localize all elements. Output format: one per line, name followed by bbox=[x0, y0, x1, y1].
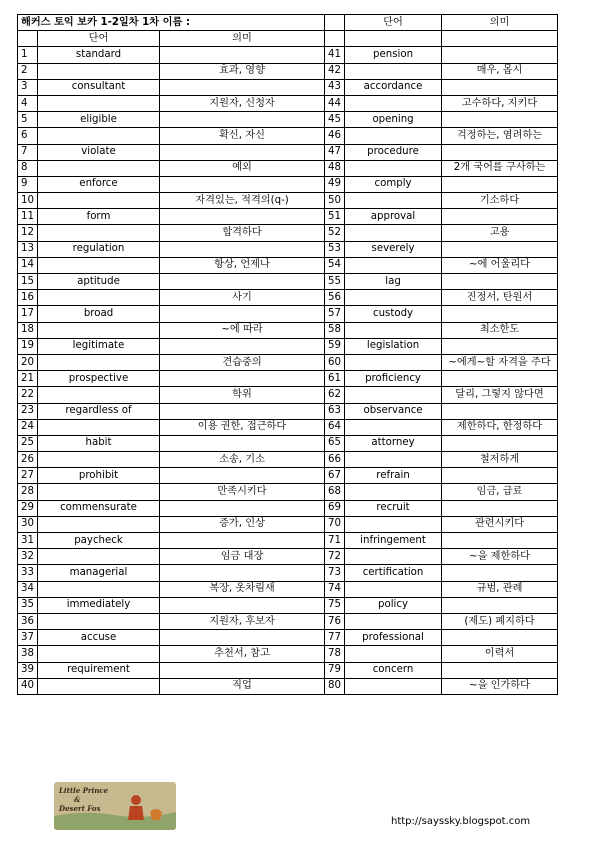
left-meaning bbox=[160, 47, 325, 63]
left-word: prospective bbox=[38, 371, 160, 387]
right-word bbox=[345, 290, 442, 306]
left-word: regardless of bbox=[38, 403, 160, 419]
right-meaning bbox=[442, 241, 558, 257]
left-meaning: 소송, 기소 bbox=[160, 452, 325, 468]
left-word: commensurate bbox=[38, 500, 160, 516]
right-word: certification bbox=[345, 565, 442, 581]
right-meaning bbox=[442, 306, 558, 322]
right-meaning: 고용 bbox=[442, 225, 558, 241]
left-word: managerial bbox=[38, 565, 160, 581]
right-meaning bbox=[442, 79, 558, 95]
table-row bbox=[18, 322, 558, 338]
left-meaning bbox=[160, 662, 325, 678]
left-word bbox=[38, 419, 160, 435]
right-number: 80 bbox=[325, 678, 345, 694]
logo-text-line1: Little Prince bbox=[59, 786, 109, 795]
table-row bbox=[18, 533, 558, 549]
right-meaning: ~에 어울리다 bbox=[442, 257, 558, 273]
left-meaning: ~에 따라 bbox=[160, 322, 325, 338]
right-word bbox=[345, 322, 442, 338]
right-number: 65 bbox=[325, 435, 345, 451]
right-number: 69 bbox=[325, 500, 345, 516]
right-word bbox=[345, 678, 442, 694]
left-meaning bbox=[160, 241, 325, 257]
left-number: 3 bbox=[18, 79, 38, 95]
left-meaning bbox=[160, 597, 325, 613]
left-word: broad bbox=[38, 306, 160, 322]
right-meaning bbox=[442, 468, 558, 484]
right-meaning bbox=[442, 112, 558, 128]
table-row bbox=[18, 209, 558, 225]
table-row bbox=[18, 225, 558, 241]
right-meaning bbox=[442, 176, 558, 192]
right-word: opening bbox=[345, 112, 442, 128]
left-number: 2 bbox=[18, 63, 38, 79]
left-number: 7 bbox=[18, 144, 38, 160]
right-word bbox=[345, 387, 442, 403]
left-meaning: 이용 권한, 접근하다 bbox=[160, 419, 325, 435]
left-word: violate bbox=[38, 144, 160, 160]
table-row bbox=[18, 47, 558, 63]
left-number: 8 bbox=[18, 160, 38, 176]
left-number: 13 bbox=[18, 241, 38, 257]
right-number: 79 bbox=[325, 662, 345, 678]
left-number: 35 bbox=[18, 597, 38, 613]
right-word: policy bbox=[345, 597, 442, 613]
table-row bbox=[18, 338, 558, 354]
left-word: aptitude bbox=[38, 274, 160, 290]
right-word: infringement bbox=[345, 533, 442, 549]
right-word bbox=[345, 257, 442, 273]
left-number: 26 bbox=[18, 452, 38, 468]
left-number: 6 bbox=[18, 128, 38, 144]
right-number: 61 bbox=[325, 371, 345, 387]
right-word: proficiency bbox=[345, 371, 442, 387]
table-row bbox=[18, 662, 558, 678]
left-number: 25 bbox=[18, 435, 38, 451]
right-number: 43 bbox=[325, 79, 345, 95]
right-number: 56 bbox=[325, 290, 345, 306]
left-number: 9 bbox=[18, 176, 38, 192]
left-word bbox=[38, 95, 160, 111]
right-word: recruit bbox=[345, 500, 442, 516]
left-number: 23 bbox=[18, 403, 38, 419]
left-word-header: 단어 bbox=[38, 31, 160, 47]
left-word bbox=[38, 452, 160, 468]
table-row bbox=[18, 160, 558, 176]
right-word bbox=[345, 613, 442, 629]
left-meaning bbox=[160, 79, 325, 95]
right-word bbox=[345, 419, 442, 435]
left-number: 17 bbox=[18, 306, 38, 322]
left-meaning bbox=[160, 176, 325, 192]
right-word bbox=[345, 95, 442, 111]
left-header-row bbox=[18, 31, 558, 47]
left-word bbox=[38, 354, 160, 370]
table-row bbox=[18, 371, 558, 387]
table-row bbox=[18, 565, 558, 581]
right-word-header: 단어 bbox=[345, 15, 442, 31]
left-word bbox=[38, 257, 160, 273]
left-word bbox=[38, 484, 160, 500]
left-meaning: 항상, 언제나 bbox=[160, 257, 325, 273]
left-number: 12 bbox=[18, 225, 38, 241]
left-meaning: 직업 bbox=[160, 678, 325, 694]
right-number: 47 bbox=[325, 144, 345, 160]
left-word bbox=[38, 322, 160, 338]
right-meaning: 기소하다 bbox=[442, 193, 558, 209]
right-word bbox=[345, 484, 442, 500]
right-word bbox=[345, 452, 442, 468]
table-row bbox=[18, 79, 558, 95]
left-number: 31 bbox=[18, 533, 38, 549]
right-number: 76 bbox=[325, 613, 345, 629]
table-row bbox=[18, 241, 558, 257]
table-row bbox=[18, 306, 558, 322]
left-word: standard bbox=[38, 47, 160, 63]
left-meaning bbox=[160, 435, 325, 451]
left-word bbox=[38, 387, 160, 403]
right-meaning bbox=[442, 274, 558, 290]
table-row bbox=[18, 468, 558, 484]
table-row bbox=[18, 646, 558, 662]
left-meaning: 추천서, 참고 bbox=[160, 646, 325, 662]
right-word bbox=[345, 63, 442, 79]
left-word: paycheck bbox=[38, 533, 160, 549]
left-word bbox=[38, 646, 160, 662]
right-word: lag bbox=[345, 274, 442, 290]
right-number: 49 bbox=[325, 176, 345, 192]
left-word: eligible bbox=[38, 112, 160, 128]
left-meaning bbox=[160, 468, 325, 484]
right-meaning bbox=[442, 630, 558, 646]
left-meaning bbox=[160, 209, 325, 225]
table-row bbox=[18, 274, 558, 290]
left-meaning: 만족시키다 bbox=[160, 484, 325, 500]
left-meaning-header: 의미 bbox=[160, 31, 325, 47]
right-word: severely bbox=[345, 241, 442, 257]
right-number: 68 bbox=[325, 484, 345, 500]
right-number: 66 bbox=[325, 452, 345, 468]
left-word: prohibit bbox=[38, 468, 160, 484]
table-row bbox=[18, 500, 558, 516]
right-meaning: ~을 인가하다 bbox=[442, 678, 558, 694]
left-meaning: 확신, 자신 bbox=[160, 128, 325, 144]
left-number: 1 bbox=[18, 47, 38, 63]
table-row bbox=[18, 613, 558, 629]
left-word bbox=[38, 225, 160, 241]
left-meaning: 사기 bbox=[160, 290, 325, 306]
right-meaning: 진정서, 탄원서 bbox=[442, 290, 558, 306]
logo-fox bbox=[150, 809, 162, 820]
table-row bbox=[18, 597, 558, 613]
left-word: requirement bbox=[38, 662, 160, 678]
left-number: 38 bbox=[18, 646, 38, 662]
right-meaning: 걱정하는, 염려하는 bbox=[442, 128, 558, 144]
right-number: 51 bbox=[325, 209, 345, 225]
left-number: 4 bbox=[18, 95, 38, 111]
right-word bbox=[345, 128, 442, 144]
right-number: 53 bbox=[325, 241, 345, 257]
right-word bbox=[345, 646, 442, 662]
left-number: 36 bbox=[18, 613, 38, 629]
right-meaning: 규범, 관례 bbox=[442, 581, 558, 597]
right-number: 60 bbox=[325, 354, 345, 370]
left-meaning bbox=[160, 338, 325, 354]
left-meaning bbox=[160, 500, 325, 516]
left-word: form bbox=[38, 209, 160, 225]
table-row bbox=[18, 435, 558, 451]
right-number: 74 bbox=[325, 581, 345, 597]
table-row bbox=[18, 549, 558, 565]
left-number: 39 bbox=[18, 662, 38, 678]
right-meaning bbox=[442, 371, 558, 387]
table-row bbox=[18, 484, 558, 500]
right-word: observance bbox=[345, 403, 442, 419]
table-row bbox=[18, 128, 558, 144]
left-word bbox=[38, 193, 160, 209]
right-meaning: 달리, 그렇지 않다면 bbox=[442, 387, 558, 403]
right-number: 57 bbox=[325, 306, 345, 322]
left-word: accuse bbox=[38, 630, 160, 646]
right-word: legislation bbox=[345, 338, 442, 354]
right-meaning bbox=[442, 533, 558, 549]
left-number: 14 bbox=[18, 257, 38, 273]
table-row bbox=[18, 419, 558, 435]
left-number: 16 bbox=[18, 290, 38, 306]
right-word bbox=[345, 193, 442, 209]
left-meaning: 견습중의 bbox=[160, 354, 325, 370]
right-meaning bbox=[442, 565, 558, 581]
left-word: enforce bbox=[38, 176, 160, 192]
right-number: 55 bbox=[325, 274, 345, 290]
left-number: 37 bbox=[18, 630, 38, 646]
right-number: 70 bbox=[325, 516, 345, 532]
left-number: 33 bbox=[18, 565, 38, 581]
right-number: 50 bbox=[325, 193, 345, 209]
right-number: 62 bbox=[325, 387, 345, 403]
right-meaning: (제도) 폐지하다 bbox=[442, 613, 558, 629]
left-number: 30 bbox=[18, 516, 38, 532]
right-word bbox=[345, 225, 442, 241]
right-word: custody bbox=[345, 306, 442, 322]
table-row bbox=[18, 516, 558, 532]
right-meaning: 제한하다, 한정하다 bbox=[442, 419, 558, 435]
right-number: 64 bbox=[325, 419, 345, 435]
left-number: 10 bbox=[18, 193, 38, 209]
table-row bbox=[18, 176, 558, 192]
left-number: 24 bbox=[18, 419, 38, 435]
left-meaning bbox=[160, 144, 325, 160]
table-row bbox=[18, 95, 558, 111]
left-meaning bbox=[160, 403, 325, 419]
right-number: 58 bbox=[325, 322, 345, 338]
left-number: 15 bbox=[18, 274, 38, 290]
right-number: 67 bbox=[325, 468, 345, 484]
left-word bbox=[38, 63, 160, 79]
right-number: 75 bbox=[325, 597, 345, 613]
right-word: procedure bbox=[345, 144, 442, 160]
left-word: regulation bbox=[38, 241, 160, 257]
left-word: consultant bbox=[38, 79, 160, 95]
right-meaning-header: 의미 bbox=[442, 15, 558, 31]
left-number: 22 bbox=[18, 387, 38, 403]
right-meaning: ~에게~할 자격을 주다 bbox=[442, 354, 558, 370]
left-word bbox=[38, 549, 160, 565]
right-word bbox=[345, 581, 442, 597]
table-row bbox=[18, 452, 558, 468]
left-word bbox=[38, 516, 160, 532]
right-word: concern bbox=[345, 662, 442, 678]
right-meaning bbox=[442, 500, 558, 516]
table-row bbox=[18, 193, 558, 209]
blog-url[interactable]: http://sayssky.blogspot.com bbox=[391, 816, 531, 827]
right-meaning: 최소한도 bbox=[442, 322, 558, 338]
right-word: comply bbox=[345, 176, 442, 192]
right-word bbox=[345, 160, 442, 176]
table-row bbox=[18, 403, 558, 419]
vocab-rows bbox=[18, 47, 558, 695]
right-number: 59 bbox=[325, 338, 345, 354]
right-meaning: 고수하다, 지키다 bbox=[442, 95, 558, 111]
left-meaning: 지원자, 후보자 bbox=[160, 613, 325, 629]
left-word: legitimate bbox=[38, 338, 160, 354]
left-number: 18 bbox=[18, 322, 38, 338]
right-number: 72 bbox=[325, 549, 345, 565]
table-row bbox=[18, 144, 558, 160]
right-meaning bbox=[442, 597, 558, 613]
sheet-title: 해커스 토익 보카 1-2일차 1차 이름 : bbox=[18, 15, 325, 31]
right-meaning bbox=[442, 209, 558, 225]
right-word: accordance bbox=[345, 79, 442, 95]
left-word: habit bbox=[38, 435, 160, 451]
table-row bbox=[18, 678, 558, 694]
right-number: 71 bbox=[325, 533, 345, 549]
table-row bbox=[18, 63, 558, 79]
left-word bbox=[38, 128, 160, 144]
left-number: 32 bbox=[18, 549, 38, 565]
left-number: 34 bbox=[18, 581, 38, 597]
left-meaning bbox=[160, 274, 325, 290]
right-number: 73 bbox=[325, 565, 345, 581]
logo-text-line3: Desert Fox bbox=[59, 804, 101, 813]
left-meaning: 증가, 인상 bbox=[160, 516, 325, 532]
left-number: 5 bbox=[18, 112, 38, 128]
right-meaning: 임금, 급료 bbox=[442, 484, 558, 500]
left-word: immediately bbox=[38, 597, 160, 613]
left-number: 19 bbox=[18, 338, 38, 354]
right-meaning bbox=[442, 338, 558, 354]
left-meaning: 학위 bbox=[160, 387, 325, 403]
right-word: attorney bbox=[345, 435, 442, 451]
left-meaning: 합격하다 bbox=[160, 225, 325, 241]
right-meaning: 관련시키다 bbox=[442, 516, 558, 532]
right-meaning: ~을 제한하다 bbox=[442, 549, 558, 565]
logo-figure-body bbox=[128, 806, 144, 820]
right-meaning bbox=[442, 403, 558, 419]
left-number: 20 bbox=[18, 354, 38, 370]
right-number: 78 bbox=[325, 646, 345, 662]
table-row bbox=[18, 112, 558, 128]
right-meaning bbox=[442, 47, 558, 63]
right-meaning bbox=[442, 662, 558, 678]
right-word: approval bbox=[345, 209, 442, 225]
left-meaning: 예외 bbox=[160, 160, 325, 176]
left-word bbox=[38, 160, 160, 176]
logo-figure-head bbox=[131, 795, 141, 805]
right-number: 44 bbox=[325, 95, 345, 111]
left-number: 27 bbox=[18, 468, 38, 484]
left-meaning: 효과, 영향 bbox=[160, 63, 325, 79]
vocab-table bbox=[17, 14, 558, 695]
left-meaning: 지원자, 신청자 bbox=[160, 95, 325, 111]
right-word: refrain bbox=[345, 468, 442, 484]
table-row bbox=[18, 290, 558, 306]
left-meaning bbox=[160, 630, 325, 646]
left-word bbox=[38, 613, 160, 629]
table-row bbox=[18, 354, 558, 370]
table-row bbox=[18, 257, 558, 273]
title-row bbox=[18, 15, 558, 31]
right-meaning: 2개 국어를 구사하는 bbox=[442, 160, 558, 176]
right-number: 41 bbox=[325, 47, 345, 63]
left-meaning bbox=[160, 306, 325, 322]
left-number: 29 bbox=[18, 500, 38, 516]
left-number: 28 bbox=[18, 484, 38, 500]
left-word bbox=[38, 581, 160, 597]
logo-text-line2: & bbox=[74, 795, 81, 804]
right-meaning: 철저하게 bbox=[442, 452, 558, 468]
right-meaning bbox=[442, 144, 558, 160]
left-meaning: 자격있는, 적격의(q-) bbox=[160, 193, 325, 209]
left-meaning bbox=[160, 565, 325, 581]
table-row bbox=[18, 387, 558, 403]
table-row bbox=[18, 581, 558, 597]
left-meaning bbox=[160, 112, 325, 128]
left-word bbox=[38, 290, 160, 306]
right-number: 77 bbox=[325, 630, 345, 646]
right-number: 63 bbox=[325, 403, 345, 419]
right-word: pension bbox=[345, 47, 442, 63]
right-word: professional bbox=[345, 630, 442, 646]
left-meaning bbox=[160, 533, 325, 549]
right-word bbox=[345, 516, 442, 532]
right-number: 52 bbox=[325, 225, 345, 241]
left-meaning bbox=[160, 371, 325, 387]
right-meaning bbox=[442, 435, 558, 451]
right-number: 46 bbox=[325, 128, 345, 144]
left-word bbox=[38, 678, 160, 694]
left-number: 11 bbox=[18, 209, 38, 225]
right-number: 45 bbox=[325, 112, 345, 128]
left-number: 21 bbox=[18, 371, 38, 387]
right-meaning: 매우, 몹시 bbox=[442, 63, 558, 79]
right-number: 42 bbox=[325, 63, 345, 79]
right-meaning: 이력서 bbox=[442, 646, 558, 662]
right-number: 54 bbox=[325, 257, 345, 273]
right-number: 48 bbox=[325, 160, 345, 176]
table-row bbox=[18, 630, 558, 646]
right-word bbox=[345, 354, 442, 370]
left-meaning: 임금 대장 bbox=[160, 549, 325, 565]
left-meaning: 복장, 옷차림새 bbox=[160, 581, 325, 597]
left-number: 40 bbox=[18, 678, 38, 694]
little-prince-logo bbox=[54, 782, 176, 830]
right-word bbox=[345, 549, 442, 565]
